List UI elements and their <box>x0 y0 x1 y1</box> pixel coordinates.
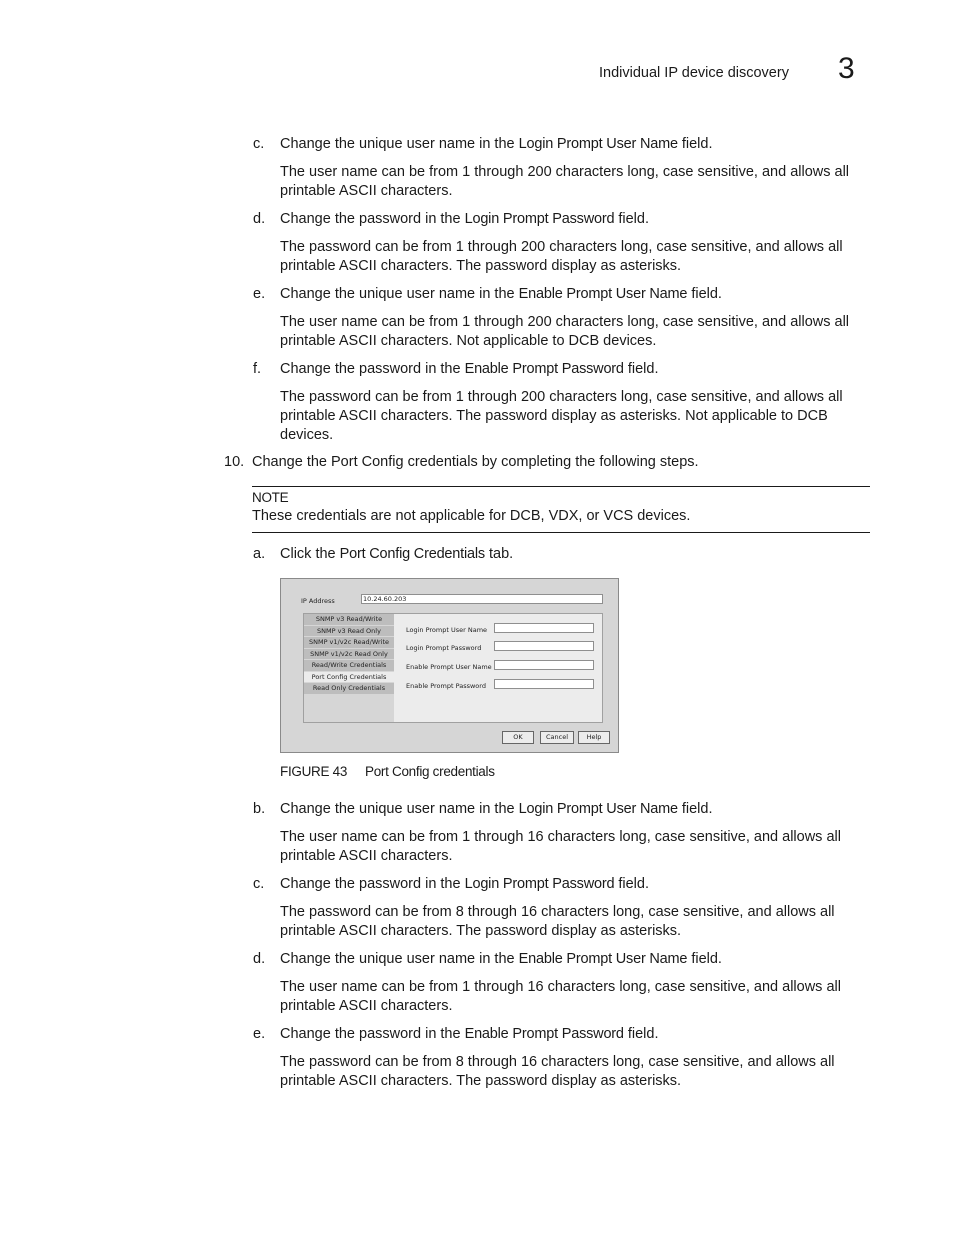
field-name: Login Prompt Password <box>464 876 615 892</box>
step-text: Change the unique user name in the Login Prompt User Name field. <box>280 136 713 152</box>
step-description: The password can be from 1 through 200 characters long, case sensitive, and allows all printable ASCII characters. The password display as asterisks. Not applicable to DCB devices. <box>280 389 843 443</box>
step-text: Change the unique user name in the Enable Prompt User Name field. <box>280 286 722 302</box>
tab-snmp-v3-read-only[interactable]: SNMP v3 Read Only <box>304 626 394 638</box>
tab-read-only-credentials[interactable]: Read Only Credentials <box>304 683 394 695</box>
step-marker: 10. <box>224 454 245 470</box>
tab-port-config-credentials[interactable]: Port Config Credentials <box>304 672 394 684</box>
ok-button[interactable]: OK <box>502 731 534 744</box>
field-name: Login Prompt User Name <box>518 801 678 817</box>
field-name: Enable Prompt User Name <box>518 286 688 302</box>
ip-address-field[interactable]: 10.24.60.203 <box>361 594 603 604</box>
tab-snmp-v1-v2c-read-write[interactable]: SNMP v1/v2c Read/Write <box>304 637 394 649</box>
credentials-panel <box>303 613 603 723</box>
cancel-button[interactable]: Cancel <box>540 731 574 744</box>
credentials-form <box>394 614 602 722</box>
step-marker: a. <box>253 546 266 562</box>
step-marker: d. <box>253 211 266 227</box>
field-name: Login Prompt User Name <box>518 136 678 152</box>
field-name: Login Prompt Password <box>464 211 615 227</box>
step-marker: d. <box>253 951 266 967</box>
step-text: Change the password in the Enable Prompt Password field. <box>280 1026 659 1042</box>
field-name: Enable Prompt Password <box>464 1026 624 1042</box>
step-description: The user name can be from 1 through 200 characters long, case sensitive, and allows all printable ASCII characters. Not applicable to DCB devices. <box>280 314 850 349</box>
step-description: The user name can be from 1 through 16 characters long, case sensitive, and allows all printable ASCII characters. <box>280 829 841 864</box>
login-prompt-user-name-field[interactable] <box>494 623 594 633</box>
login-prompt-user-name-label: Login Prompt User Name <box>406 626 488 634</box>
enable-prompt-user-name-field[interactable] <box>494 660 594 670</box>
credentials-tab-list <box>304 614 394 695</box>
enable-prompt-password-field[interactable] <box>494 679 594 689</box>
note-top-rule <box>252 486 870 487</box>
step-description: The password can be from 1 through 200 characters long, case sensitive, and allows all printable ASCII characters. The password display as asterisks. <box>280 239 843 274</box>
step-text: Change the password in the Login Prompt Password field. <box>280 211 650 227</box>
note-text: These credentials are not applicable for DCB, VDX, or VCS devices. <box>252 508 691 524</box>
note-bottom-rule <box>252 532 870 533</box>
login-prompt-password-field[interactable] <box>494 641 594 651</box>
step-text: Click the Port Config Credentials tab. <box>280 546 514 562</box>
step-marker: c. <box>253 876 265 892</box>
step-marker: e. <box>253 1026 266 1042</box>
note-label: NOTE <box>252 490 289 505</box>
step-marker: c. <box>253 136 265 152</box>
step-text: Change the unique user name in the Login Prompt User Name field. <box>280 801 713 817</box>
tab-read-write-credentials[interactable]: Read/Write Credentials <box>304 660 394 672</box>
chapter-number: 3 <box>838 52 855 85</box>
login-prompt-password-label: Login Prompt Password <box>406 644 482 652</box>
step-marker: b. <box>253 801 266 817</box>
running-header-title: Individual IP device discovery <box>599 65 789 81</box>
step-description: The password can be from 8 through 16 characters long, case sensitive, and allows all printable ASCII characters. The password display as asterisks. <box>280 904 835 939</box>
step-marker: e. <box>253 286 266 302</box>
step-marker: f. <box>253 361 262 377</box>
ip-address-label: IP Address <box>301 597 335 605</box>
tab-name: Port Config Credentials <box>339 546 485 562</box>
field-name: Enable Prompt User Name <box>518 951 688 967</box>
step-text: Change the password in the Login Prompt Password field. <box>280 876 650 892</box>
enable-prompt-user-name-label: Enable Prompt User Name <box>406 663 492 671</box>
step-text: Change the password in the Enable Prompt Password field. <box>280 361 659 377</box>
tab-snmp-v3-read-write[interactable]: SNMP v3 Read/Write <box>304 614 394 626</box>
port-config-dialog <box>280 578 619 753</box>
step-text: Change the Port Config credentials by completing the following steps. <box>252 454 699 470</box>
figure-number: FIGURE 43 <box>280 764 348 779</box>
step-text: Change the unique user name in the Enable Prompt User Name field. <box>280 951 722 967</box>
step-description: The user name can be from 1 through 200 characters long, case sensitive, and allows all printable ASCII characters. <box>280 164 850 199</box>
step-description: The user name can be from 1 through 16 characters long, case sensitive, and allows all printable ASCII characters. <box>280 979 841 1014</box>
figure-caption: Port Config credentials <box>365 764 495 779</box>
field-name: Enable Prompt Password <box>464 361 624 377</box>
tab-snmp-v1-v2c-read-only[interactable]: SNMP v1/v2c Read Only <box>304 649 394 661</box>
help-button[interactable]: Help <box>578 731 610 744</box>
step-description: The password can be from 8 through 16 characters long, case sensitive, and allows all printable ASCII characters. The password display as asterisks. <box>280 1054 835 1089</box>
enable-prompt-password-label: Enable Prompt Password <box>406 682 486 690</box>
